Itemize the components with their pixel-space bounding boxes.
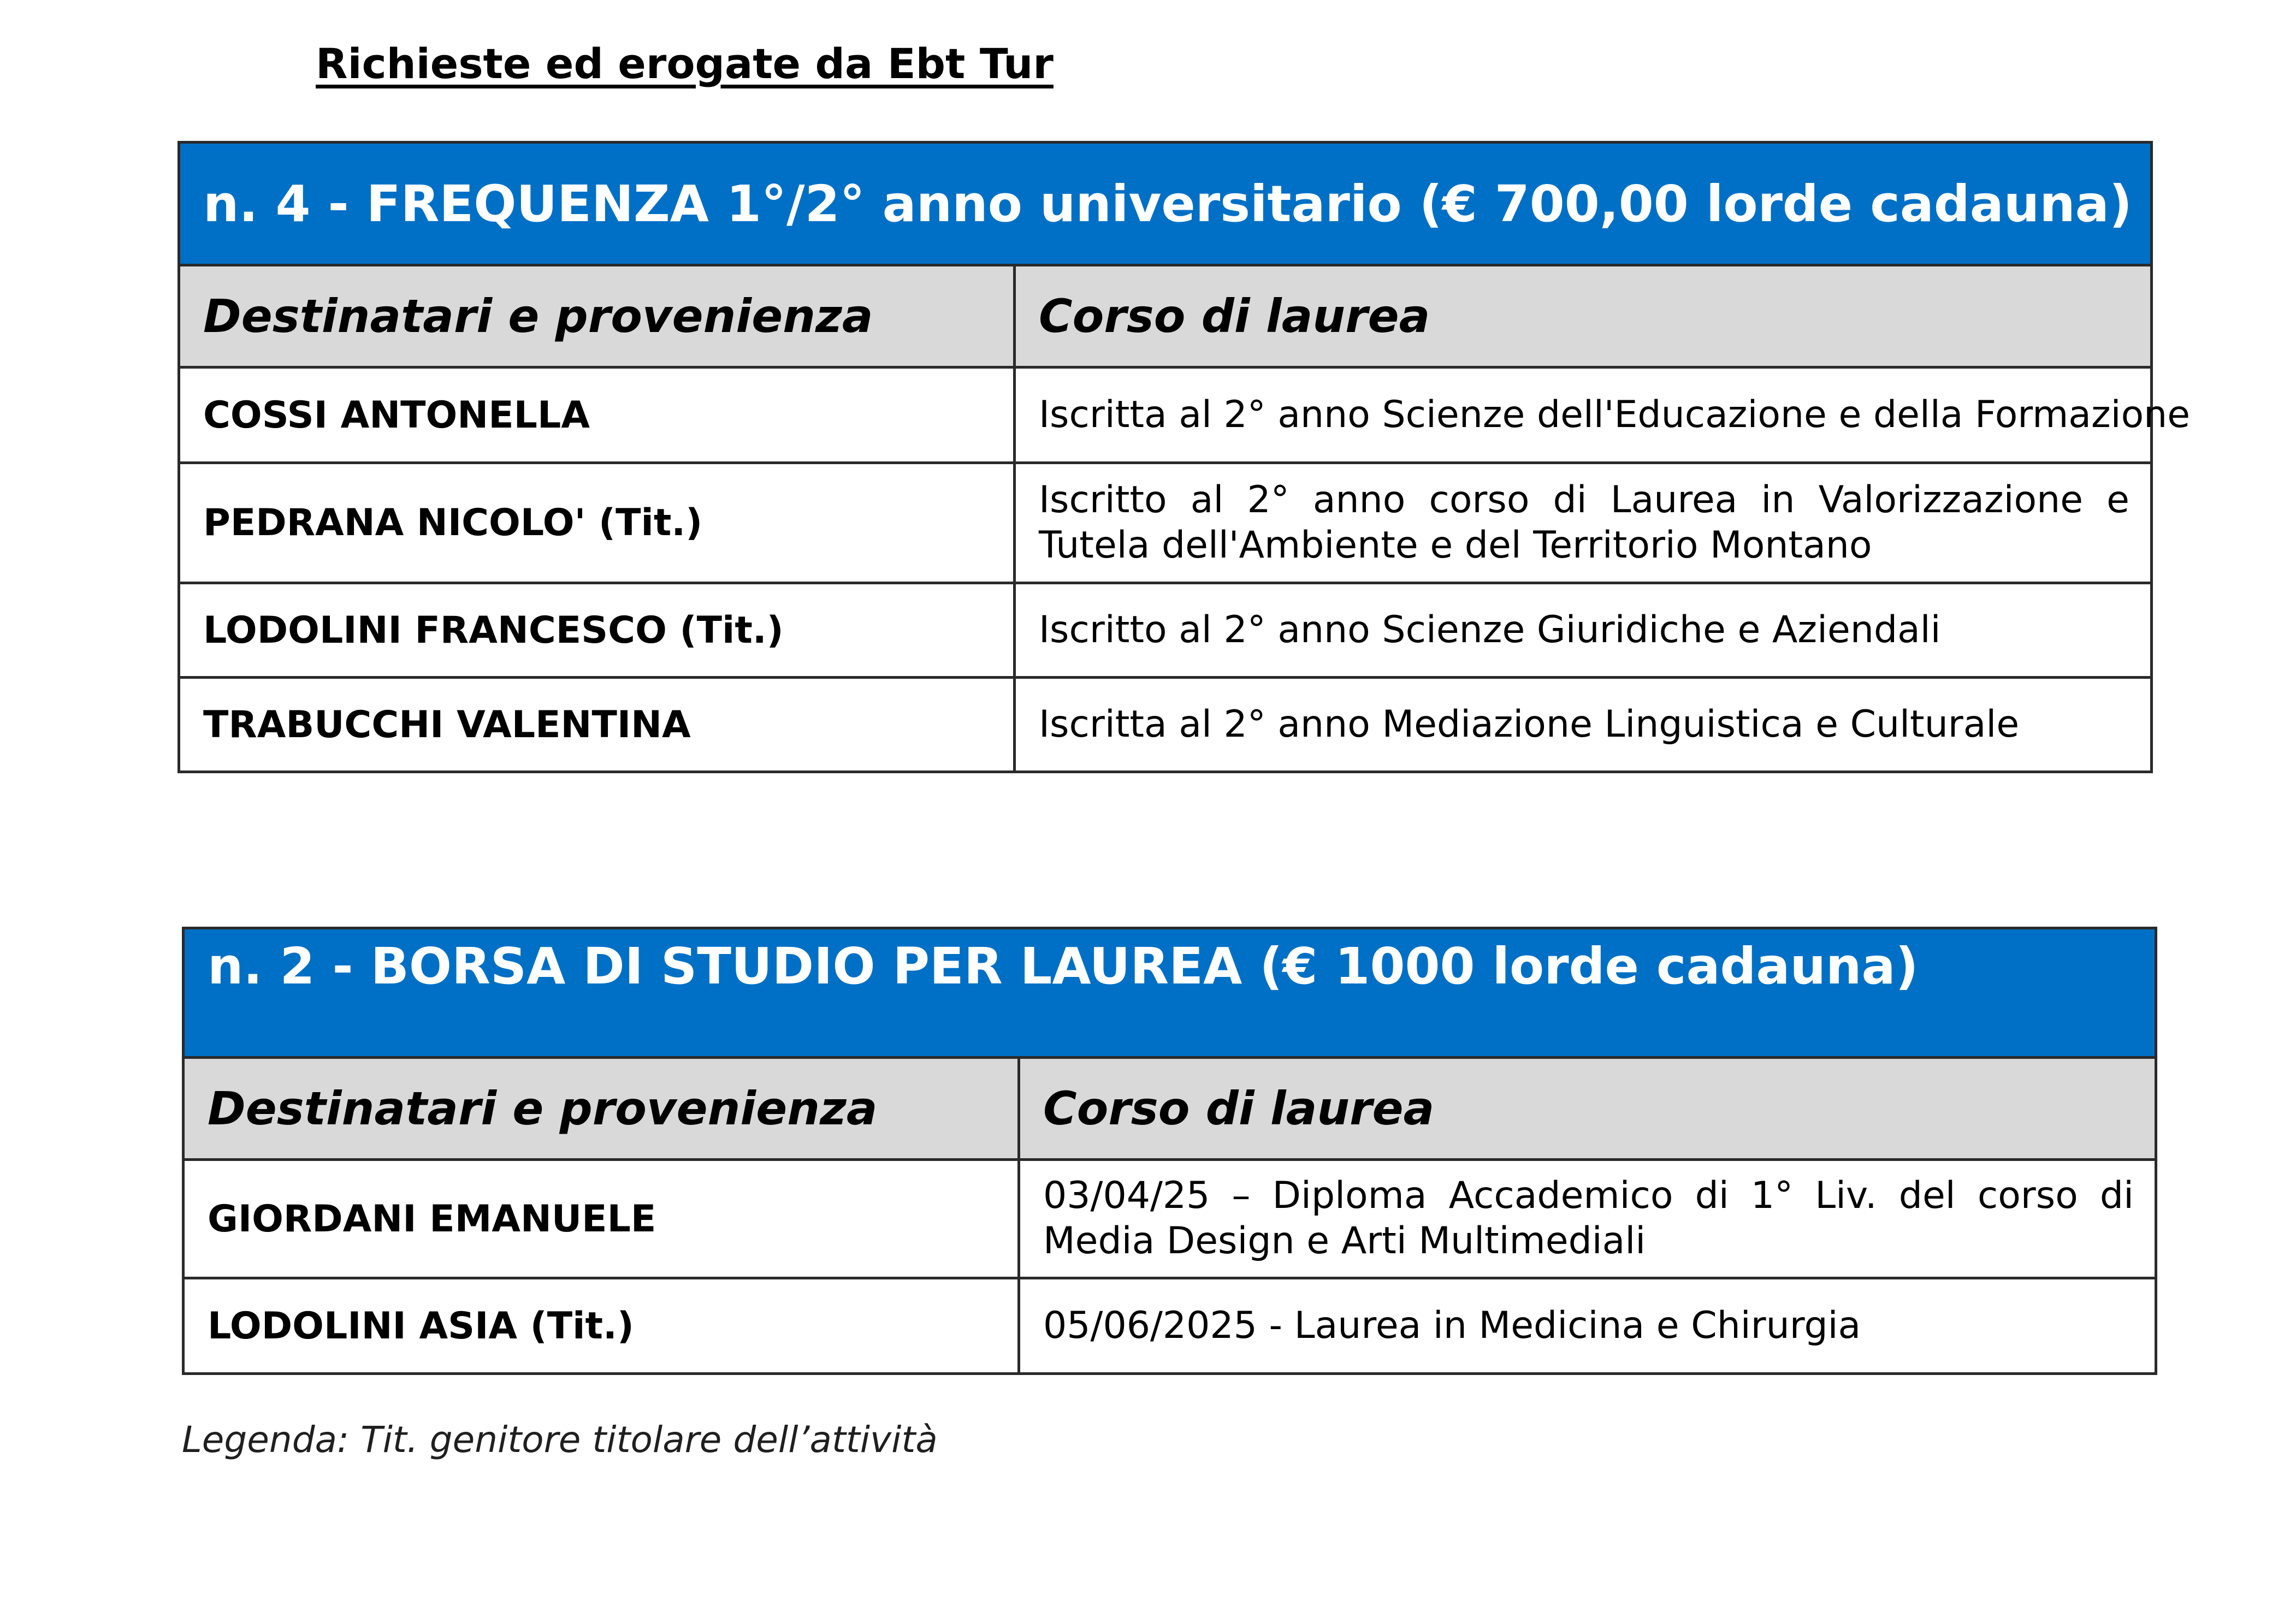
table-title: n. 4 - FREQUENZA 1°/2° anno universitario (€ 700,00 lorde cadauna) — [179, 143, 2152, 265]
recipient-name: LODOLINI FRANCESCO (Tit.) — [179, 583, 1015, 678]
course-description: 05/06/2025 - Laurea in Medicina e Chirurgia — [1019, 1278, 2156, 1374]
recipient-name: COSSI ANTONELLA — [179, 368, 1015, 463]
recipient-name: PEDRANA NICOLO' (Tit.) — [179, 463, 1015, 583]
page-title: Richieste ed erogate da Ebt Tur — [316, 39, 1054, 88]
course-description: Iscritta al 2° anno Scienze dell'Educazione e della Formazione — [1015, 368, 2152, 463]
course-description: 03/04/25 – Diploma Accademico di 1° Liv. del corso di Media Design e Arti Multimediali — [1019, 1160, 2156, 1278]
table-title: n. 2 - BORSA DI STUDIO PER LAUREA (€ 1000 lorde cadauna) — [184, 928, 2156, 1058]
column-header-course: Corso di laurea — [1015, 265, 2152, 368]
column-header-course: Corso di laurea — [1019, 1058, 2156, 1160]
course-description: Iscritto al 2° anno Scienze Giuridiche e Aziendali — [1015, 583, 2152, 678]
recipient-name: GIORDANI EMANUELE — [184, 1160, 1019, 1278]
recipient-name: LODOLINI ASIA (Tit.) — [184, 1278, 1019, 1374]
table-row — [184, 1160, 2156, 1278]
table-row — [179, 463, 2152, 583]
column-header-row — [184, 1058, 2156, 1160]
frequency-award-table — [177, 141, 2191, 773]
table-title-row — [184, 928, 2156, 1058]
table-row — [184, 1278, 2156, 1374]
column-header-recipients: Destinatari e provenienza — [184, 1058, 1019, 1160]
column-header-recipients: Destinatari e provenienza — [179, 265, 1015, 368]
table-title-row — [179, 143, 2152, 265]
recipient-name: TRABUCCHI VALENTINA — [179, 678, 1015, 772]
table-row — [179, 368, 2152, 463]
graduation-award-table — [182, 927, 2157, 1375]
column-header-row — [179, 265, 2152, 368]
table-row — [179, 678, 2152, 772]
course-description: Iscritto al 2° anno corso di Laurea in Valorizzazione e Tutela dell'Ambiente e del Territorio Montano — [1015, 463, 2152, 583]
table-row — [179, 583, 2152, 678]
course-description: Iscritta al 2° anno Mediazione Linguistica e Culturale — [1015, 678, 2152, 772]
legend-note: Legenda: Tit. genitore titolare dell’attività — [182, 1419, 938, 1461]
